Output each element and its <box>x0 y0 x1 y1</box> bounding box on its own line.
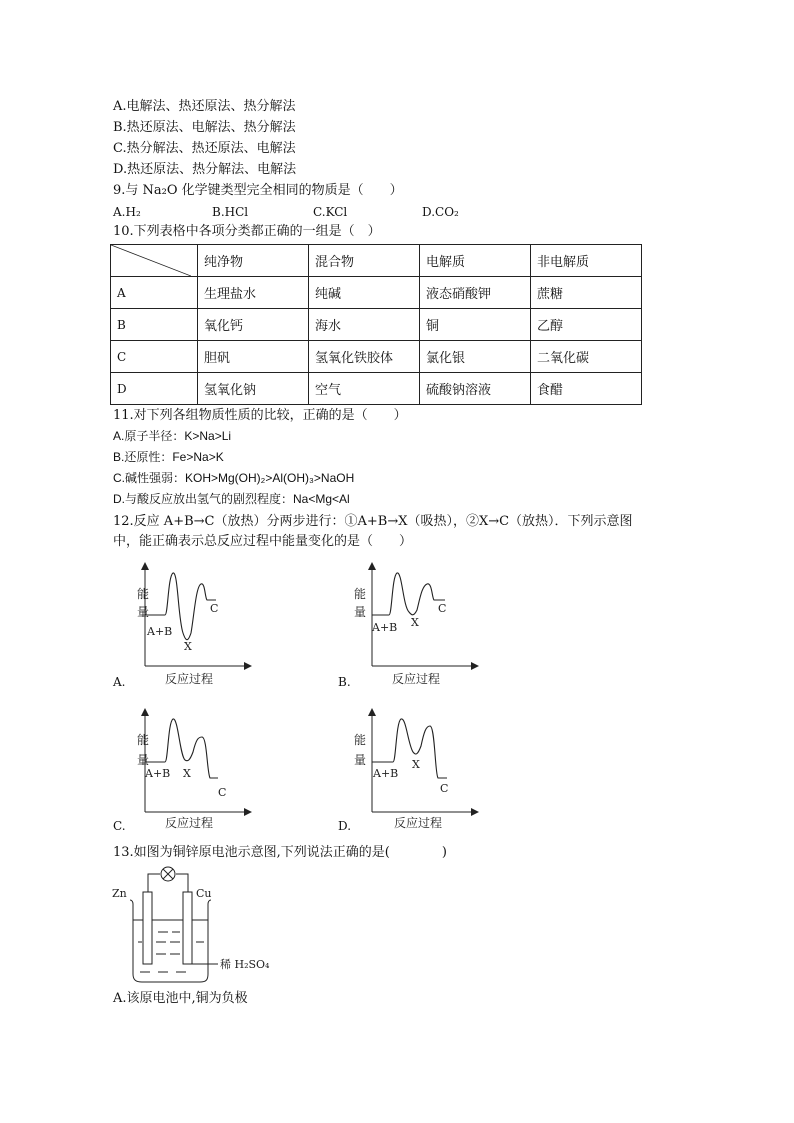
y-axis-label: 量 <box>354 753 367 767</box>
y-axis-label: 量 <box>137 605 150 619</box>
table-cell: 蔗糖 <box>531 277 642 309</box>
energy-graph-c <box>110 704 260 834</box>
product-label: C <box>438 602 447 615</box>
intermediate-label: X <box>184 640 192 653</box>
zinc-electrode <box>143 892 152 964</box>
table-corner-cell <box>111 245 198 277</box>
energy-graph-d-svg <box>337 704 487 834</box>
q13-option-a: A.该原电池中,铜为负极 <box>113 991 248 1006</box>
energy-graph-a <box>110 558 260 688</box>
q12-option-d: D. <box>338 819 352 833</box>
intermediate-label: X <box>412 758 420 771</box>
reactant-label: A+B <box>372 621 398 634</box>
table-cell: 乙醇 <box>531 309 642 341</box>
y-axis-label: 量 <box>137 753 150 767</box>
x-axis-label: 反应过程 <box>392 672 441 686</box>
q11-option-d: D.与酸反应放出氢气的剧烈程度：Na<Mg<Al <box>113 492 350 506</box>
y-axis-label: 能 <box>137 733 150 747</box>
table-cell: 氯化银 <box>420 341 531 373</box>
reactant-label: A+B <box>373 767 399 780</box>
q8-option-b: B.热还原法、电解法、热分解法 <box>113 120 296 135</box>
q10-stem: 10.下列表格中各项分类都正确的一组是（ ） <box>113 224 381 239</box>
q11-option-a: A.原子半径：K>Na>Li <box>113 429 232 443</box>
energy-graph-a-svg <box>110 558 260 688</box>
product-label: C <box>440 782 449 795</box>
table-cell: 氢氧化铁胶体 <box>309 341 420 373</box>
product-label: C <box>218 786 227 799</box>
galvanic-cell-diagram <box>110 862 290 987</box>
product-label: C <box>210 602 219 615</box>
intermediate-label: X <box>411 616 419 629</box>
energy-graph-b-svg <box>337 558 487 688</box>
table-cell: 生理盐水 <box>198 277 309 309</box>
table-cell: D <box>111 373 198 405</box>
copper-electrode <box>183 892 192 964</box>
q9-option-c: C.KCl <box>313 205 348 219</box>
energy-graph-d <box>337 704 487 834</box>
q11-option-c: C.碱性强弱：KOH>Mg(OH)₂>Al(OH)₃>NaOH <box>113 471 355 485</box>
table-header-row <box>111 245 642 277</box>
table-cell: 胆矾 <box>198 341 309 373</box>
q8-option-c: C.热分解法、热还原法、电解法 <box>113 141 296 156</box>
q13-stem: 13.如图为铜锌原电池示意图,下列说法正确的是( ) <box>113 845 447 860</box>
table-cell: 液态硝酸钾 <box>420 277 531 309</box>
table-header: 混合物 <box>309 245 420 277</box>
q12-option-c: C. <box>113 819 126 833</box>
q8-option-d: D.热还原法、热分解法、电解法 <box>113 162 297 177</box>
y-axis-label: 能 <box>137 587 150 601</box>
table-cell: 食醋 <box>531 373 642 405</box>
diagonal-line <box>111 245 191 276</box>
reactant-label: A+B <box>147 625 173 638</box>
q12-option-b: B. <box>338 675 351 689</box>
reactant-label: A+B <box>145 767 171 780</box>
y-axis-label: 量 <box>354 605 367 619</box>
table-cell: 铜 <box>420 309 531 341</box>
intermediate-label: X <box>183 767 191 780</box>
table-cell: C <box>111 341 198 373</box>
table-header: 电解质 <box>420 245 531 277</box>
x-axis-label: 反应过程 <box>394 816 443 830</box>
cu-label: Cu <box>196 887 212 900</box>
y-axis-label: 能 <box>354 733 367 747</box>
table-cell: 空气 <box>309 373 420 405</box>
table-cell: 硫酸钠溶液 <box>420 373 531 405</box>
q9-option-d: D.CO₂ <box>422 205 459 219</box>
q12-option-a: A. <box>113 675 126 689</box>
q9-option-a: A.H₂ <box>113 205 141 219</box>
table-header: 纯净物 <box>198 245 309 277</box>
table-row <box>111 373 642 405</box>
x-axis-label: 反应过程 <box>165 816 214 830</box>
q9-stem: 9.与 Na₂O 化学键类型完全相同的物质是（ ） <box>113 183 403 198</box>
q9-option-b: B.HCl <box>212 205 249 219</box>
q11-option-b: B.还原性：Fe>Na>K <box>113 450 224 464</box>
q11-stem: 11.对下列各组物质性质的比较，正确的是（ ） <box>113 408 407 423</box>
q12-stem-line2: 中，能正确表示总反应过程中能量变化的是（ ） <box>113 534 413 549</box>
energy-graph-c-svg <box>110 704 260 834</box>
table-cell: 氢氧化钠 <box>198 373 309 405</box>
table-row <box>111 309 642 341</box>
table-cell: 纯碱 <box>309 277 420 309</box>
q8-option-a: A.电解法、热还原法、热分解法 <box>113 99 296 114</box>
classification-table <box>110 244 642 405</box>
acid-label: 稀 H₂SO₄ <box>220 958 270 971</box>
table-cell: 二氧化碳 <box>531 341 642 373</box>
table-cell: 海水 <box>309 309 420 341</box>
table-header: 非电解质 <box>531 245 642 277</box>
energy-graph-b <box>337 558 487 688</box>
table-cell: B <box>111 309 198 341</box>
table-cell: 氧化钙 <box>198 309 309 341</box>
q12-stem-line1: 12.反应 A+B→C（放热）分两步进行：①A+B→X（吸热），②X→C（放热）．下列示意图 <box>113 514 633 529</box>
zn-label: Zn <box>112 887 127 900</box>
table-row <box>111 341 642 373</box>
galvanic-cell-svg <box>110 862 290 987</box>
table-cell: A <box>111 277 198 309</box>
x-axis-label: 反应过程 <box>165 672 214 686</box>
table-row <box>111 277 642 309</box>
y-axis-label: 能 <box>354 587 367 601</box>
